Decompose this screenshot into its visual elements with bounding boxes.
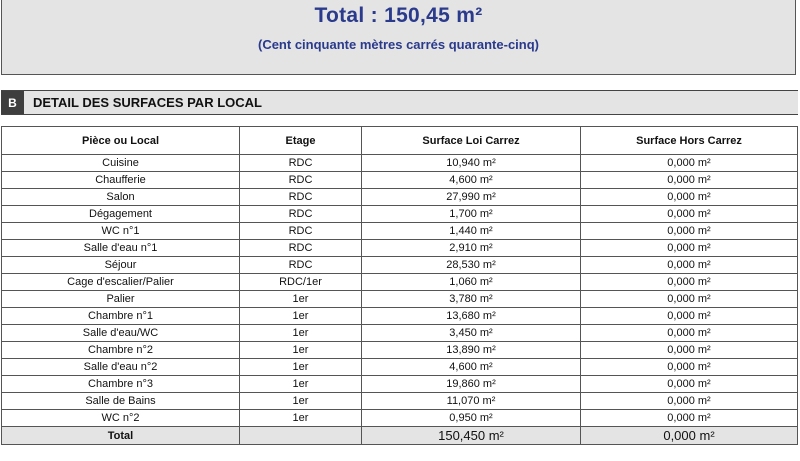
header-surface-hors-carrez: Surface Hors Carrez	[581, 127, 798, 155]
table-row	[2, 376, 798, 393]
cell-surface-carrez: 0,950 m²	[362, 410, 581, 427]
cell-piece: Cage d'escalier/Palier	[2, 274, 240, 291]
header-piece: Pièce ou Local	[2, 127, 240, 155]
cell-etage: 1er	[240, 291, 362, 308]
cell-surface-hors-carrez: 0,000 m²	[581, 393, 798, 410]
cell-etage: RDC	[240, 172, 362, 189]
cell-surface-carrez: 1,060 m²	[362, 274, 581, 291]
cell-surface-hors-carrez: 0,000 m²	[581, 325, 798, 342]
cell-etage: 1er	[240, 376, 362, 393]
cell-surface-carrez: 3,450 m²	[362, 325, 581, 342]
table-row	[2, 206, 798, 223]
cell-surface-hors-carrez: 0,000 m²	[581, 206, 798, 223]
surfaces-table	[1, 126, 798, 445]
cell-etage: RDC	[240, 206, 362, 223]
cell-surface-hors-carrez: 0,000 m²	[581, 223, 798, 240]
cell-surface-carrez: 1,440 m²	[362, 223, 581, 240]
cell-etage: RDC	[240, 240, 362, 257]
cell-surface-carrez: 4,600 m²	[362, 172, 581, 189]
cell-etage: RDC	[240, 155, 362, 172]
total-surface-title: Total : 150,45 m²	[314, 4, 483, 27]
cell-surface-carrez: 10,940 m²	[362, 155, 581, 172]
table-row	[2, 393, 798, 410]
table-row	[2, 223, 798, 240]
cell-piece: Salle d'eau/WC	[2, 325, 240, 342]
cell-etage: 1er	[240, 410, 362, 427]
cell-piece: Séjour	[2, 257, 240, 274]
total-etage-cell	[240, 427, 362, 445]
table-row	[2, 342, 798, 359]
table-row	[2, 410, 798, 427]
cell-surface-hors-carrez: 0,000 m²	[581, 342, 798, 359]
total-carrez: 150,450 m²	[362, 427, 581, 445]
cell-etage: RDC	[240, 189, 362, 206]
cell-surface-hors-carrez: 0,000 m²	[581, 189, 798, 206]
cell-piece: Salle d'eau n°1	[2, 240, 240, 257]
total-hors-carrez: 0,000 m²	[581, 427, 798, 445]
cell-etage: RDC/1er	[240, 274, 362, 291]
cell-surface-carrez: 4,600 m²	[362, 359, 581, 376]
cell-surface-carrez: 19,860 m²	[362, 376, 581, 393]
header-etage: Etage	[240, 127, 362, 155]
cell-piece: Salon	[2, 189, 240, 206]
table-header-row	[2, 127, 798, 155]
cell-piece: WC n°1	[2, 223, 240, 240]
cell-etage: RDC	[240, 257, 362, 274]
cell-piece: Salle d'eau n°2	[2, 359, 240, 376]
cell-surface-carrez: 2,910 m²	[362, 240, 581, 257]
table-row	[2, 257, 798, 274]
section-title: DETAIL DES SURFACES PAR LOCAL	[33, 95, 262, 110]
table-row	[2, 189, 798, 206]
cell-surface-hors-carrez: 0,000 m²	[581, 155, 798, 172]
table-row	[2, 172, 798, 189]
cell-surface-hors-carrez: 0,000 m²	[581, 240, 798, 257]
cell-etage: 1er	[240, 325, 362, 342]
cell-etage: 1er	[240, 342, 362, 359]
cell-surface-hors-carrez: 0,000 m²	[581, 172, 798, 189]
total-surface-words: (Cent cinquante mètres carrés quarante-cinq)	[257, 37, 540, 52]
table-row	[2, 291, 798, 308]
cell-piece: Salle de Bains	[2, 393, 240, 410]
cell-etage: 1er	[240, 359, 362, 376]
cell-surface-hors-carrez: 0,000 m²	[581, 257, 798, 274]
cell-surface-hors-carrez: 0,000 m²	[581, 359, 798, 376]
table-row	[2, 359, 798, 376]
cell-surface-hors-carrez: 0,000 m²	[581, 308, 798, 325]
cell-piece: WC n°2	[2, 410, 240, 427]
cell-piece: Chambre n°3	[2, 376, 240, 393]
cell-piece: Dégagement	[2, 206, 240, 223]
cell-surface-carrez: 27,990 m²	[362, 189, 581, 206]
cell-piece: Chambre n°2	[2, 342, 240, 359]
table-row	[2, 155, 798, 172]
cell-surface-hors-carrez: 0,000 m²	[581, 376, 798, 393]
table-row	[2, 274, 798, 291]
table-row	[2, 308, 798, 325]
header-surface-carrez: Surface Loi Carrez	[362, 127, 581, 155]
total-summary-box	[1, 0, 796, 75]
cell-surface-hors-carrez: 0,000 m²	[581, 274, 798, 291]
table-row	[2, 240, 798, 257]
cell-piece: Chambre n°1	[2, 308, 240, 325]
cell-surface-hors-carrez: 0,000 m²	[581, 410, 798, 427]
cell-surface-carrez: 13,890 m²	[362, 342, 581, 359]
cell-surface-carrez: 11,070 m²	[362, 393, 581, 410]
cell-surface-carrez: 3,780 m²	[362, 291, 581, 308]
cell-etage: 1er	[240, 308, 362, 325]
cell-surface-hors-carrez: 0,000 m²	[581, 291, 798, 308]
cell-etage: 1er	[240, 393, 362, 410]
cell-surface-carrez: 28,530 m²	[362, 257, 581, 274]
total-label: Total	[2, 427, 240, 445]
cell-piece: Palier	[2, 291, 240, 308]
cell-piece: Cuisine	[2, 155, 240, 172]
cell-surface-carrez: 13,680 m²	[362, 308, 581, 325]
section-header	[1, 90, 798, 115]
table-row	[2, 325, 798, 342]
section-letter-badge: B	[1, 91, 24, 114]
cell-surface-carrez: 1,700 m²	[362, 206, 581, 223]
table-total-row	[2, 427, 798, 445]
cell-piece: Chaufferie	[2, 172, 240, 189]
cell-etage: RDC	[240, 223, 362, 240]
